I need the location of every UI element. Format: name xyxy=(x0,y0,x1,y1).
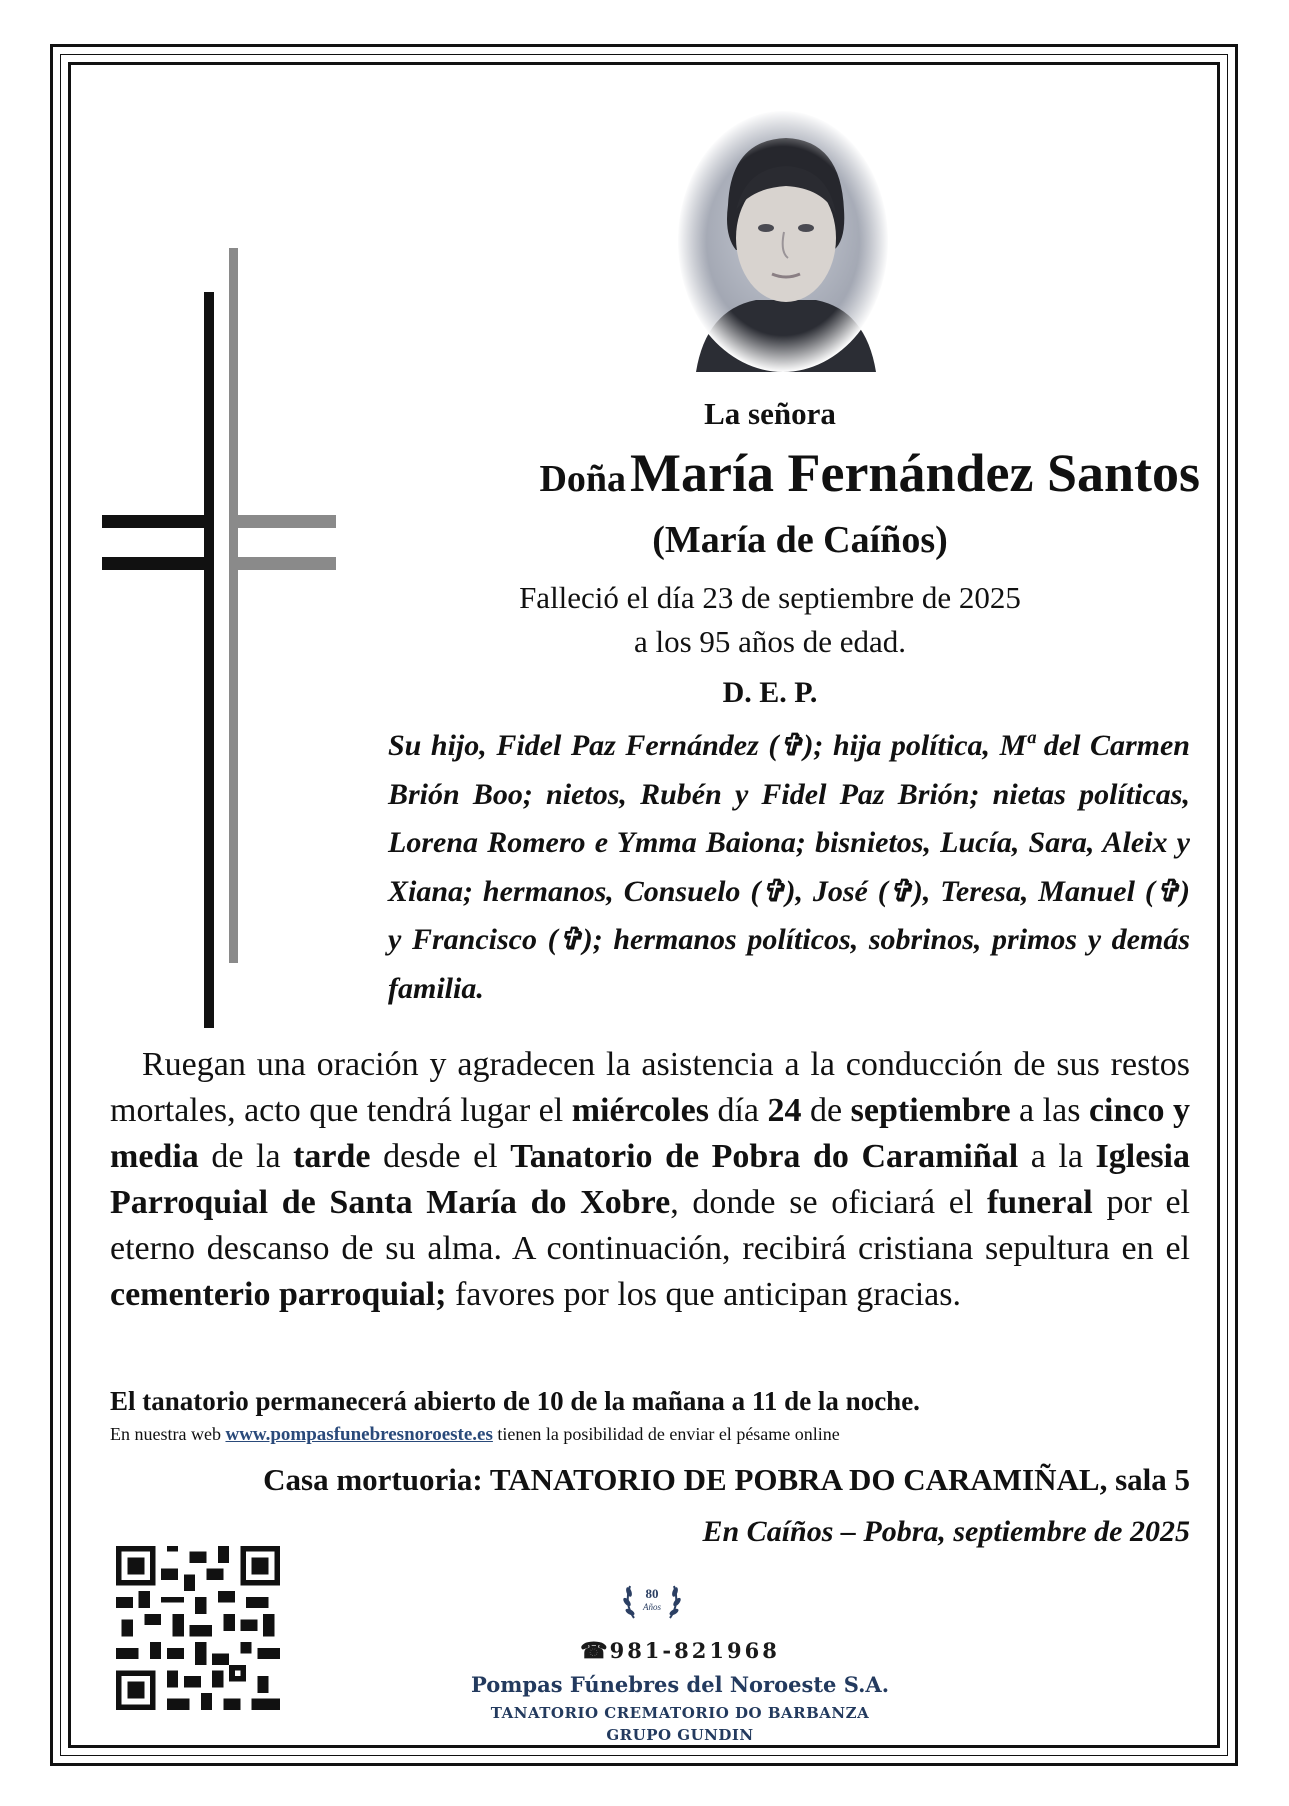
opening-hours: El tanatorio permanecerá abierto de 10 de la mañana a 11 de la noche. xyxy=(110,1386,920,1416)
name-prefix: Doña xyxy=(539,458,627,500)
company-phone[interactable]: ☎981-821968 xyxy=(580,1638,780,1664)
age-line: a los 95 años de edad. xyxy=(633,624,907,659)
badge-label: Años xyxy=(643,1602,661,1612)
qr-code[interactable] xyxy=(116,1546,280,1710)
badge-number: 80 xyxy=(645,1586,659,1601)
deceased-portrait xyxy=(676,110,890,372)
name-main: María Fernández Santos xyxy=(630,443,1200,503)
place-date: En Caíños – Pobra, septiembre de 2025 xyxy=(702,1515,1190,1548)
funeral-home-location: Casa mortuoria: TANATORIO DE POBRA DO CARAMIÑAL, sala 5 xyxy=(263,1462,1190,1497)
company-subtitle-2: GRUPO GUNDIN xyxy=(606,1726,754,1744)
family-list: Su hijo, Fidel Paz Fernández (✞); hija política, Mª del Carmen Brión Boo; nietos, Rubén y Fidel Paz Brión; nietas políticas, Lorena Romero e Ymma Baiona; bisnietos, Lucía, Sara, Aleix y Xiana; hermanos, Consuelo (✞), José (✞), Teresa, Manuel (✞) y Francisco (✞); hermanos políticos, sobrinos, primos y demás familia. xyxy=(388,729,1190,1005)
intro-text: La señora xyxy=(704,396,836,431)
dep-text: D. E. P. xyxy=(722,676,818,709)
company-subtitle-1: TANATORIO CREMATORIO DO BARBANZA xyxy=(490,1704,870,1722)
ceremony-paragraph: Ruegan una oración y agradecen la asistencia a la conducción de sus restos mortales, acto que tendrá lugar el miércoles día 24 de septiembre a las cinco y media de la tarde desde el Tanatorio de Pobra do Caramiñal a la Iglesia Parroquial de Santa María do Xobre, donde se oficiará el funeral por el eterno descanso de su alma. A continuación, recibirá cristiana sepultura en el cementerio parroquial; favores por los que anticipan gracias. xyxy=(110,1046,1190,1313)
company-name: Pompas Fúnebres del Noroeste S.A. xyxy=(470,1672,890,1697)
phone-icon: ☎ xyxy=(580,1638,608,1664)
deceased-nickname: (María de Caíños) xyxy=(652,519,948,561)
website-link[interactable]: www.pompasfunebresnoroeste.es xyxy=(225,1424,493,1445)
death-date: Falleció el día 23 de septiembre de 2025 xyxy=(519,580,1021,615)
web-notice: En nuestra web www.pompasfunebresnoroeste.es tienen la posibilidad de enviar el pésame online xyxy=(110,1424,840,1445)
anniversary-badge-icon xyxy=(620,1566,684,1630)
deceased-name xyxy=(400,442,1200,504)
